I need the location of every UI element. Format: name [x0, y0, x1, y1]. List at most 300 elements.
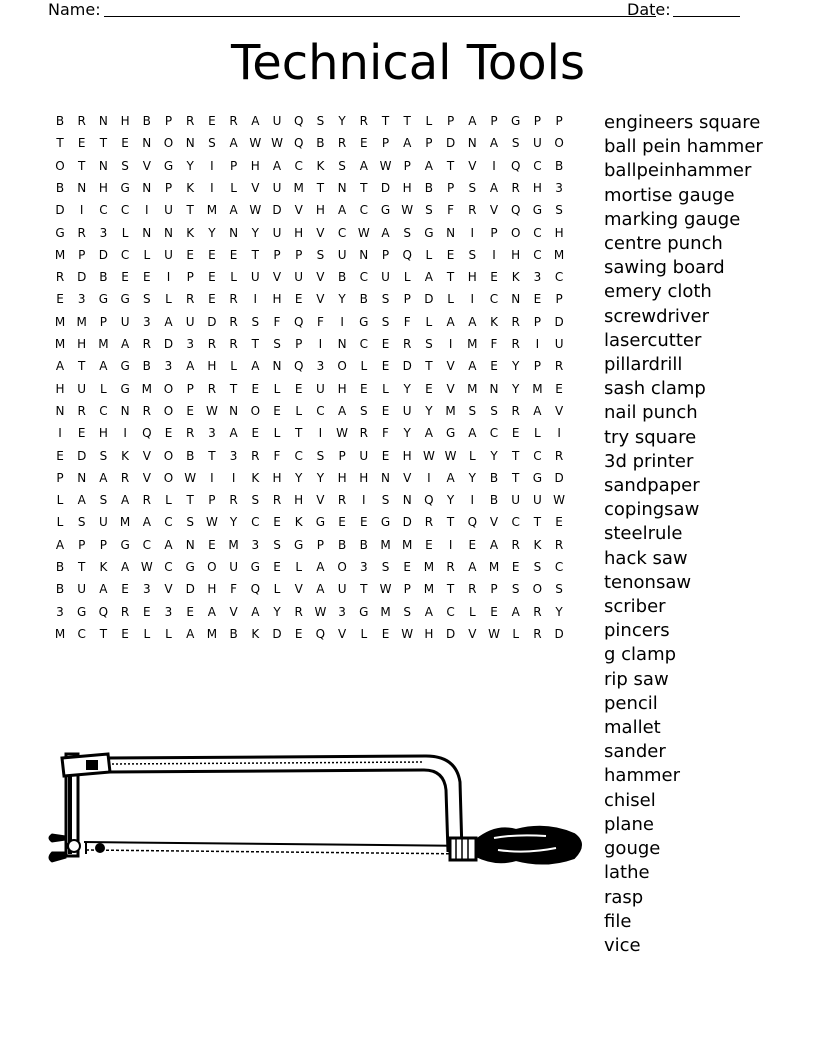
grid-cell[interactable]: A: [99, 359, 108, 374]
grid-cell[interactable]: L: [425, 314, 433, 329]
grid-cell[interactable]: A: [489, 136, 499, 151]
grid-cell[interactable]: I: [123, 426, 127, 441]
grid-cell[interactable]: N: [402, 493, 412, 508]
grid-cell[interactable]: A: [142, 515, 151, 530]
grid-cell[interactable]: R: [294, 604, 303, 619]
grid-cell[interactable]: T: [56, 136, 64, 151]
grid-cell[interactable]: L: [165, 626, 172, 641]
grid-cell[interactable]: I: [253, 292, 258, 307]
grid-cell[interactable]: V: [316, 493, 325, 508]
grid-cell[interactable]: E: [490, 359, 498, 374]
grid-cell[interactable]: K: [316, 158, 325, 173]
grid-cell[interactable]: E: [446, 247, 455, 262]
grid-cell[interactable]: E: [294, 381, 303, 396]
grid-cell[interactable]: G: [359, 314, 369, 329]
grid-cell[interactable]: U: [185, 314, 195, 329]
grid-cell[interactable]: H: [272, 292, 282, 307]
grid-cell[interactable]: S: [425, 203, 433, 218]
grid-cell[interactable]: C: [164, 515, 173, 530]
grid-cell[interactable]: A: [424, 158, 433, 173]
grid-cell[interactable]: L: [230, 270, 237, 285]
grid-cell[interactable]: T: [446, 270, 455, 285]
grid-cell[interactable]: R: [337, 136, 347, 151]
grid-cell[interactable]: S: [99, 493, 108, 508]
grid-cell[interactable]: 3: [229, 448, 238, 463]
grid-cell[interactable]: C: [533, 247, 542, 262]
grid-cell[interactable]: A: [229, 426, 238, 441]
grid-cell[interactable]: P: [229, 158, 238, 173]
grid-cell[interactable]: 3: [533, 270, 542, 285]
grid-cell[interactable]: S: [511, 582, 520, 597]
grid-cell[interactable]: A: [316, 560, 325, 574]
grid-cell[interactable]: P: [78, 247, 86, 262]
grid-cell[interactable]: M: [423, 582, 435, 597]
grid-cell[interactable]: R: [229, 493, 238, 508]
grid-cell[interactable]: G: [380, 203, 391, 218]
grid-cell[interactable]: O: [163, 136, 174, 151]
grid-cell[interactable]: A: [99, 582, 108, 597]
grid-cell[interactable]: I: [470, 493, 475, 508]
grid-cell[interactable]: E: [121, 582, 129, 597]
grid-cell[interactable]: C: [554, 270, 564, 285]
grid-cell[interactable]: H: [532, 180, 542, 195]
grid-cell[interactable]: 3: [164, 604, 173, 619]
grid-cell[interactable]: S: [381, 314, 390, 329]
grid-cell[interactable]: Y: [273, 604, 281, 619]
grid-cell[interactable]: Q: [293, 359, 304, 374]
grid-cell[interactable]: S: [555, 582, 563, 597]
grid-cell[interactable]: F: [316, 314, 324, 329]
grid-cell[interactable]: A: [424, 270, 433, 285]
grid-cell[interactable]: T: [295, 426, 303, 441]
grid-cell[interactable]: F: [490, 337, 498, 351]
grid-cell[interactable]: F: [273, 448, 281, 463]
grid-cell[interactable]: S: [403, 225, 411, 240]
grid-cell[interactable]: B: [142, 359, 151, 374]
grid-cell[interactable]: P: [533, 314, 542, 329]
grid-cell[interactable]: I: [58, 426, 62, 441]
grid-cell[interactable]: W: [271, 136, 283, 151]
grid-cell[interactable]: N: [185, 537, 195, 552]
grid-cell[interactable]: E: [186, 403, 194, 418]
grid-cell[interactable]: Y: [338, 292, 346, 307]
grid-cell[interactable]: 3: [186, 337, 194, 351]
grid-cell[interactable]: W: [249, 136, 262, 151]
grid-cell[interactable]: H: [55, 381, 65, 396]
grid-cell[interactable]: 3: [142, 314, 151, 329]
grid-cell[interactable]: N: [489, 381, 499, 396]
grid-cell[interactable]: G: [163, 158, 174, 173]
grid-cell[interactable]: M: [553, 247, 565, 262]
grid-cell[interactable]: W: [401, 203, 414, 218]
grid-cell[interactable]: V: [316, 225, 325, 240]
grid-cell[interactable]: A: [446, 470, 455, 485]
grid-cell[interactable]: S: [359, 403, 368, 418]
grid-cell[interactable]: R: [207, 381, 217, 396]
grid-cell[interactable]: I: [79, 203, 84, 218]
grid-cell[interactable]: E: [338, 515, 346, 530]
grid-cell[interactable]: E: [360, 136, 368, 151]
grid-cell[interactable]: E: [251, 426, 260, 441]
grid-cell[interactable]: Y: [403, 426, 411, 441]
grid-cell[interactable]: I: [427, 470, 431, 485]
grid-cell[interactable]: E: [208, 114, 216, 128]
grid-cell[interactable]: D: [272, 626, 282, 641]
grid-cell[interactable]: W: [205, 515, 218, 530]
grid-cell[interactable]: N: [142, 180, 152, 195]
grid-cell[interactable]: B: [489, 470, 499, 485]
grid-cell[interactable]: I: [470, 225, 475, 240]
grid-cell[interactable]: R: [337, 493, 347, 508]
grid-cell[interactable]: N: [164, 225, 173, 240]
grid-cell[interactable]: T: [251, 337, 259, 351]
grid-cell[interactable]: Y: [251, 225, 259, 240]
grid-cell[interactable]: V: [251, 180, 260, 195]
grid-cell[interactable]: M: [293, 180, 304, 195]
grid-cell[interactable]: M: [228, 537, 239, 552]
grid-cell[interactable]: S: [381, 560, 390, 574]
grid-cell[interactable]: E: [56, 448, 64, 463]
grid-cell[interactable]: I: [210, 158, 214, 173]
grid-cell[interactable]: Y: [229, 515, 238, 530]
grid-cell[interactable]: N: [337, 180, 347, 195]
grid-cell[interactable]: R: [446, 560, 455, 574]
grid-cell[interactable]: P: [381, 247, 390, 262]
grid-cell[interactable]: I: [492, 247, 496, 262]
grid-cell[interactable]: Q: [315, 626, 326, 641]
grid-cell[interactable]: L: [230, 180, 237, 195]
grid-cell[interactable]: A: [120, 493, 130, 508]
grid-cell[interactable]: W: [249, 203, 262, 218]
grid-cell[interactable]: G: [120, 359, 130, 374]
grid-cell[interactable]: A: [55, 537, 65, 552]
grid-cell[interactable]: L: [295, 560, 303, 574]
grid-cell[interactable]: N: [55, 403, 65, 418]
grid-cell[interactable]: R: [511, 180, 520, 195]
grid-cell[interactable]: C: [164, 560, 173, 574]
grid-cell[interactable]: H: [120, 114, 130, 128]
grid-cell[interactable]: A: [229, 136, 238, 151]
grid-cell[interactable]: I: [166, 270, 171, 285]
grid-cell[interactable]: S: [99, 448, 108, 463]
grid-cell[interactable]: P: [295, 247, 303, 262]
grid-cell[interactable]: V: [446, 381, 455, 396]
grid-cell[interactable]: D: [402, 515, 412, 530]
grid-cell[interactable]: M: [380, 604, 391, 619]
grid-cell[interactable]: U: [532, 136, 542, 151]
grid-cell[interactable]: C: [294, 158, 303, 173]
grid-cell[interactable]: T: [381, 114, 390, 128]
grid-cell[interactable]: G: [445, 426, 456, 441]
grid-cell[interactable]: T: [186, 203, 194, 218]
grid-cell[interactable]: Q: [510, 203, 521, 218]
grid-cell[interactable]: 3: [359, 560, 368, 574]
grid-cell[interactable]: E: [208, 537, 216, 552]
grid-cell[interactable]: R: [186, 114, 195, 128]
grid-cell[interactable]: P: [56, 470, 64, 485]
grid-cell[interactable]: E: [143, 270, 151, 285]
grid-cell[interactable]: A: [511, 604, 520, 619]
grid-cell[interactable]: W: [422, 448, 435, 463]
grid-cell[interactable]: B: [359, 537, 368, 552]
grid-cell[interactable]: A: [403, 136, 412, 151]
grid-cell[interactable]: K: [121, 448, 130, 463]
grid-cell[interactable]: U: [402, 403, 412, 418]
grid-cell[interactable]: G: [380, 515, 391, 530]
grid-cell[interactable]: Y: [512, 381, 520, 396]
grid-cell[interactable]: P: [208, 493, 216, 508]
grid-cell[interactable]: R: [229, 337, 238, 351]
grid-cell[interactable]: F: [403, 314, 411, 329]
grid-cell[interactable]: T: [446, 515, 455, 530]
grid-cell[interactable]: 3: [56, 604, 64, 619]
grid-cell[interactable]: S: [208, 136, 216, 151]
grid-cell[interactable]: G: [185, 560, 195, 574]
grid-cell[interactable]: A: [120, 560, 130, 574]
grid-cell[interactable]: E: [490, 270, 498, 285]
grid-cell[interactable]: R: [511, 337, 520, 351]
grid-cell[interactable]: G: [77, 604, 87, 619]
grid-cell[interactable]: L: [165, 292, 172, 307]
grid-cell[interactable]: A: [207, 604, 216, 619]
grid-cell[interactable]: T: [425, 359, 433, 374]
grid-cell[interactable]: S: [533, 560, 542, 574]
grid-cell[interactable]: K: [294, 515, 303, 530]
grid-cell[interactable]: E: [77, 426, 86, 441]
grid-cell[interactable]: V: [403, 470, 412, 485]
grid-cell[interactable]: G: [359, 604, 369, 619]
grid-cell[interactable]: S: [555, 203, 563, 218]
grid-cell[interactable]: G: [120, 180, 130, 195]
grid-cell[interactable]: V: [272, 270, 282, 285]
grid-cell[interactable]: E: [77, 136, 86, 151]
grid-cell[interactable]: H: [467, 270, 477, 285]
grid-cell[interactable]: W: [140, 560, 153, 574]
grid-cell[interactable]: U: [272, 225, 282, 240]
grid-cell[interactable]: R: [77, 403, 86, 418]
grid-cell[interactable]: A: [251, 359, 260, 374]
grid-cell[interactable]: U: [164, 247, 173, 262]
grid-cell[interactable]: C: [533, 225, 542, 240]
grid-cell[interactable]: T: [533, 515, 542, 530]
grid-cell[interactable]: W: [379, 158, 392, 173]
grid-cell[interactable]: W: [205, 403, 218, 418]
grid-cell[interactable]: N: [467, 136, 477, 151]
grid-cell[interactable]: E: [294, 626, 303, 641]
grid-cell[interactable]: S: [381, 292, 390, 307]
grid-cell[interactable]: M: [76, 314, 87, 329]
grid-cell[interactable]: R: [207, 337, 217, 351]
grid-cell[interactable]: 3: [164, 359, 173, 374]
grid-cell[interactable]: R: [424, 515, 434, 530]
grid-cell[interactable]: L: [534, 426, 541, 441]
grid-cell[interactable]: C: [77, 626, 86, 641]
grid-cell[interactable]: Y: [555, 604, 563, 619]
grid-cell[interactable]: M: [206, 626, 218, 641]
grid-cell[interactable]: U: [272, 180, 282, 195]
grid-cell[interactable]: U: [315, 381, 325, 396]
grid-cell[interactable]: A: [164, 314, 173, 329]
grid-cell[interactable]: B: [424, 180, 433, 195]
grid-cell[interactable]: O: [554, 136, 564, 151]
grid-cell[interactable]: S: [316, 448, 325, 463]
grid-cell[interactable]: E: [294, 292, 303, 307]
grid-cell[interactable]: R: [359, 426, 368, 441]
grid-cell[interactable]: L: [165, 493, 172, 508]
grid-cell[interactable]: E: [208, 270, 216, 285]
grid-cell[interactable]: A: [424, 604, 433, 619]
grid-cell[interactable]: L: [143, 626, 151, 641]
grid-cell[interactable]: S: [468, 247, 477, 262]
grid-cell[interactable]: A: [533, 403, 542, 418]
grid-cell[interactable]: R: [468, 203, 477, 218]
grid-cell[interactable]: G: [315, 515, 326, 530]
grid-cell[interactable]: M: [402, 537, 413, 552]
grid-cell[interactable]: U: [120, 314, 130, 329]
grid-cell[interactable]: P: [99, 537, 108, 552]
grid-cell[interactable]: Y: [316, 470, 325, 485]
grid-cell[interactable]: U: [77, 582, 87, 597]
grid-cell[interactable]: T: [78, 560, 86, 574]
grid-cell[interactable]: 3: [77, 292, 86, 307]
grid-cell[interactable]: E: [533, 292, 542, 307]
grid-cell[interactable]: P: [295, 337, 303, 351]
grid-cell[interactable]: T: [446, 158, 455, 173]
grid-cell[interactable]: E: [121, 136, 129, 151]
grid-cell[interactable]: P: [533, 114, 542, 128]
grid-cell[interactable]: D: [55, 203, 65, 218]
grid-cell[interactable]: I: [318, 337, 323, 351]
grid-cell[interactable]: S: [468, 180, 477, 195]
grid-cell[interactable]: B: [142, 114, 151, 128]
grid-cell[interactable]: R: [511, 537, 520, 552]
grid-cell[interactable]: C: [316, 403, 325, 418]
grid-cell[interactable]: O: [163, 448, 174, 463]
grid-cell[interactable]: H: [207, 359, 217, 374]
grid-cell[interactable]: N: [120, 403, 130, 418]
grid-cell[interactable]: C: [359, 337, 368, 351]
grid-cell[interactable]: C: [99, 203, 108, 218]
grid-cell[interactable]: R: [554, 359, 564, 374]
grid-cell[interactable]: K: [251, 470, 260, 485]
grid-cell[interactable]: N: [98, 158, 108, 173]
grid-cell[interactable]: E: [273, 403, 281, 418]
grid-cell[interactable]: C: [511, 515, 520, 530]
grid-cell[interactable]: I: [318, 426, 323, 441]
grid-cell[interactable]: H: [554, 225, 564, 240]
grid-cell[interactable]: V: [142, 470, 151, 485]
grid-cell[interactable]: G: [55, 225, 65, 240]
grid-cell[interactable]: B: [55, 114, 65, 128]
grid-cell[interactable]: R: [120, 604, 130, 619]
grid-cell[interactable]: P: [403, 582, 411, 597]
grid-cell[interactable]: R: [403, 337, 412, 351]
grid-cell[interactable]: 3: [251, 537, 260, 552]
grid-cell[interactable]: S: [316, 114, 325, 128]
grid-cell[interactable]: R: [229, 292, 238, 307]
grid-cell[interactable]: E: [381, 337, 390, 351]
grid-cell[interactable]: V: [142, 448, 151, 463]
grid-cell[interactable]: V: [468, 158, 477, 173]
grid-cell[interactable]: G: [120, 381, 130, 396]
grid-cell[interactable]: M: [532, 381, 543, 396]
grid-cell[interactable]: C: [359, 203, 368, 218]
grid-cell[interactable]: 3: [555, 180, 563, 195]
grid-cell[interactable]: B: [186, 448, 195, 463]
grid-cell[interactable]: U: [381, 270, 390, 285]
grid-cell[interactable]: H: [98, 426, 108, 441]
grid-cell[interactable]: C: [294, 448, 303, 463]
grid-cell[interactable]: E: [425, 537, 433, 552]
grid-cell[interactable]: R: [554, 448, 564, 463]
grid-cell[interactable]: E: [56, 292, 64, 307]
grid-cell[interactable]: T: [360, 180, 368, 195]
grid-cell[interactable]: E: [143, 604, 151, 619]
grid-cell[interactable]: O: [207, 560, 217, 574]
grid-cell[interactable]: E: [208, 292, 216, 307]
grid-cell[interactable]: C: [337, 225, 347, 240]
grid-cell[interactable]: A: [99, 470, 108, 485]
grid-cell[interactable]: L: [360, 359, 368, 374]
grid-cell[interactable]: Q: [293, 136, 304, 151]
grid-cell[interactable]: Y: [186, 158, 194, 173]
grid-cell[interactable]: E: [273, 515, 281, 530]
grid-cell[interactable]: A: [337, 403, 347, 418]
grid-cell[interactable]: C: [533, 158, 542, 173]
grid-cell[interactable]: O: [163, 470, 174, 485]
grid-cell[interactable]: N: [337, 337, 347, 351]
grid-cell[interactable]: P: [164, 180, 173, 195]
grid-cell[interactable]: A: [77, 493, 86, 508]
grid-cell[interactable]: M: [98, 337, 109, 351]
grid-cell[interactable]: A: [337, 203, 347, 218]
grid-cell[interactable]: D: [554, 470, 564, 485]
grid-cell[interactable]: P: [490, 582, 498, 597]
grid-cell[interactable]: P: [186, 381, 194, 396]
grid-cell[interactable]: N: [185, 136, 195, 151]
grid-cell[interactable]: P: [555, 114, 563, 128]
grid-cell[interactable]: N: [446, 225, 456, 240]
grid-cell[interactable]: G: [120, 292, 130, 307]
grid-cell[interactable]: D: [554, 314, 564, 329]
grid-cell[interactable]: A: [468, 114, 477, 128]
grid-cell[interactable]: E: [381, 359, 390, 374]
grid-cell[interactable]: B: [337, 270, 347, 285]
grid-cell[interactable]: U: [511, 493, 521, 508]
grid-cell[interactable]: Q: [467, 515, 478, 530]
grid-cell[interactable]: L: [143, 247, 151, 262]
grid-cell[interactable]: M: [119, 515, 131, 530]
grid-cell[interactable]: Y: [490, 448, 498, 463]
grid-cell[interactable]: T: [360, 582, 368, 597]
grid-cell[interactable]: A: [489, 180, 499, 195]
grid-cell[interactable]: O: [337, 560, 347, 574]
grid-cell[interactable]: V: [142, 158, 151, 173]
grid-cell[interactable]: E: [490, 604, 498, 619]
grid-cell[interactable]: T: [229, 381, 238, 396]
grid-cell[interactable]: M: [467, 337, 478, 351]
grid-cell[interactable]: B: [359, 292, 368, 307]
grid-cell[interactable]: A: [468, 359, 477, 374]
grid-cell[interactable]: R: [142, 493, 151, 508]
grid-cell[interactable]: A: [186, 626, 195, 641]
grid-cell[interactable]: N: [77, 180, 87, 195]
grid-cell[interactable]: S: [251, 314, 260, 329]
grid-cell[interactable]: U: [359, 448, 369, 463]
grid-cell[interactable]: M: [445, 403, 456, 418]
grid-cell[interactable]: Y: [425, 403, 433, 418]
grid-cell[interactable]: H: [359, 470, 369, 485]
